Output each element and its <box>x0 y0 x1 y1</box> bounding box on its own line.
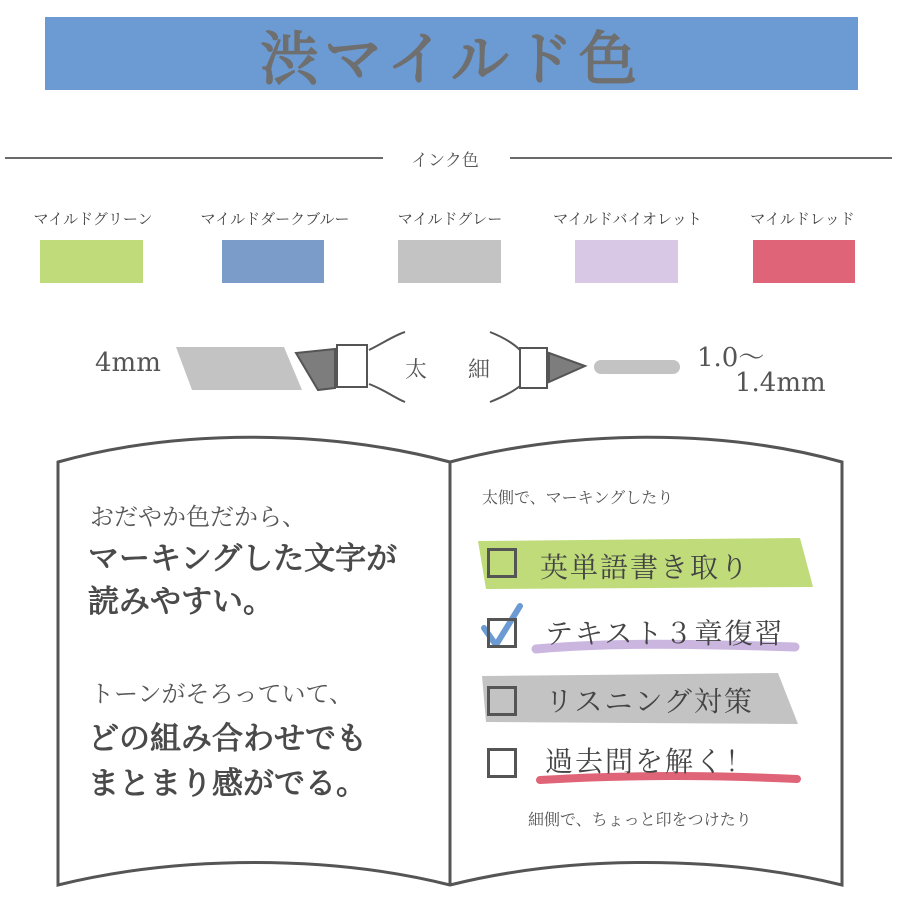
fine-side-note: 細側で、ちょっと印をつけたり <box>528 810 752 829</box>
banner-title: 渋マイルド色 <box>260 24 643 93</box>
todo-item-1: 英単語書き取り <box>540 551 751 584</box>
left-page-line-1: おだやか色だから、 <box>90 503 306 531</box>
swatch-label-green: マイルドグリーン <box>33 210 153 228</box>
left-page-line-6: まとまり感がでる。 <box>88 766 367 802</box>
todo-checkbox-2[interactable] <box>487 618 517 648</box>
left-page-line-4: トーンがそろっていて、 <box>90 680 354 708</box>
ink-section-label: インク色 <box>411 151 479 171</box>
swatch-label-gray: マイルドグレー <box>397 210 503 228</box>
todo-item-2: テキスト３章復習 <box>545 617 785 650</box>
todo-checkbox-4[interactable] <box>487 748 517 778</box>
todo-checkbox-3[interactable] <box>487 686 517 716</box>
fine-width-label-1: 1.0〜 <box>697 343 765 373</box>
todo-item-3: リスニング対策 <box>545 685 754 718</box>
broad-side-label: 太 <box>405 358 428 383</box>
fine-side-label: 細 <box>468 358 491 383</box>
swatch-label-violet: マイルドバイオレット <box>553 210 702 228</box>
swatch-label-dark-blue: マイルドダークブルー <box>200 210 350 228</box>
broad-width-label: 4mm <box>95 348 161 378</box>
left-page-line-2: マーキングした文字が <box>88 541 398 577</box>
left-page-line-3: 読みやすい。 <box>88 584 274 620</box>
left-page-line-5: どの組み合わせでも <box>88 721 367 757</box>
todo-item-4: 過去問を解く！ <box>545 745 756 778</box>
swatch-label-red: マイルドレッド <box>750 210 855 228</box>
todo-checkbox-1[interactable] <box>487 548 517 578</box>
fine-width-label-2: 1.4mm <box>735 368 826 398</box>
broad-side-note: 太側で、マーキングしたり <box>482 488 674 507</box>
